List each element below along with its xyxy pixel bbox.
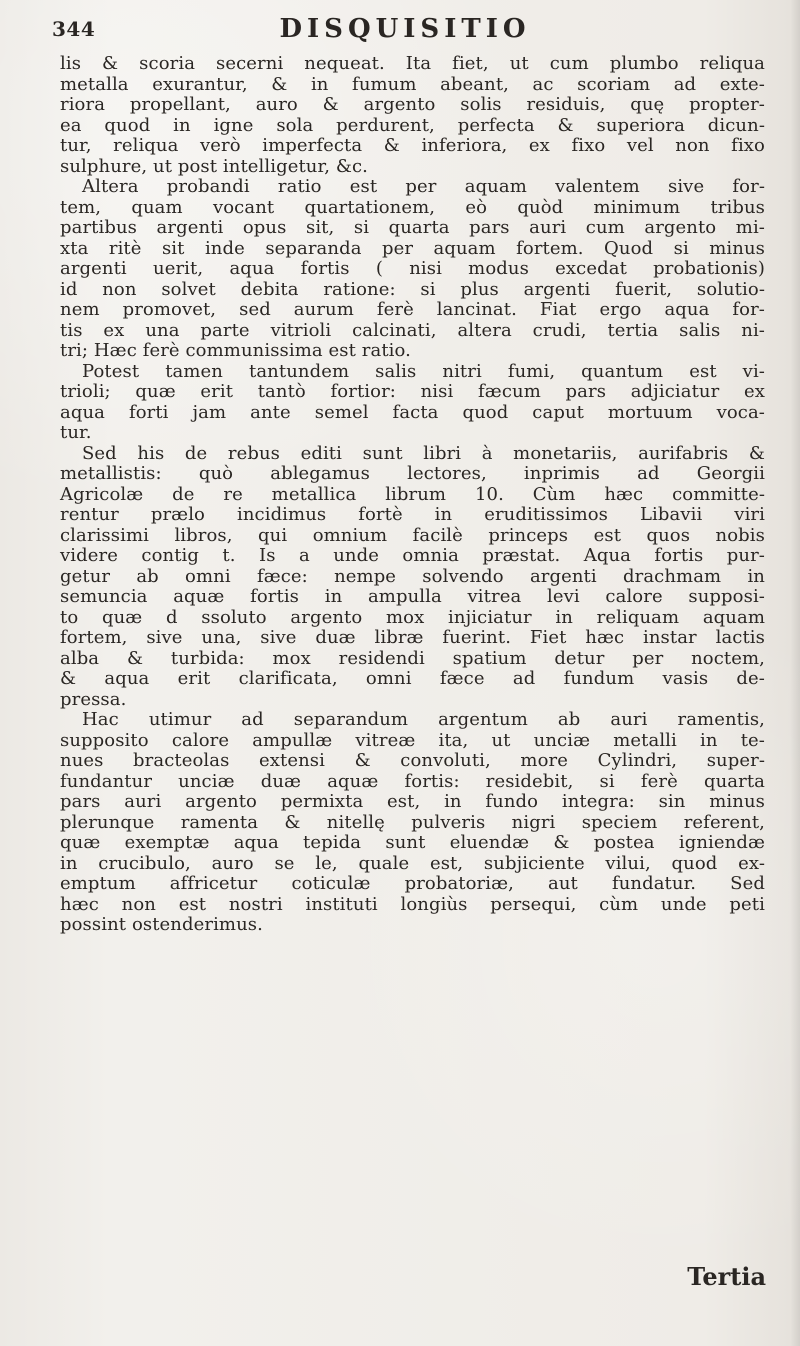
text-line: possint ostenderimus. [60, 914, 263, 935]
text-line: riora propellant, auro & argento solis residuis, quę propter- [60, 94, 765, 115]
text-line: getur ab omni fæce: nempe solvendo argenti drachmam in [60, 565, 765, 587]
text-line: semuncia aquæ fortis in ampulla vitrea levi calore supposi- [60, 586, 765, 607]
running-title: DISQUISITIO [279, 14, 531, 44]
text-line: quæ exemptæ aqua tepida sunt eluendæ & postea igniendæ [60, 832, 765, 853]
text-line: Hac utimur ad separandum argentum ab auri ramentis, [82, 709, 765, 730]
catchword: Tertia [687, 1262, 766, 1291]
running-head [52, 14, 758, 48]
text-line: fortem, sive una, sive duæ libræ fuerint. Fiet hæc instar lactis [60, 627, 765, 648]
text-line: argenti uerit, aqua fortis ( nisi modus excedat probationis) [60, 258, 765, 279]
text-line: Sed his de rebus editi sunt libri à monetariis, aurifabris & [82, 442, 765, 464]
text-line: trioli; quæ erit tantò fortior: nisi fæcum pars adjiciatur ex [60, 381, 765, 402]
page-number: 344 [52, 17, 96, 41]
text-line: & aqua erit clarificata, omni fæce ad fundum vasis de- [60, 668, 765, 689]
text-line: tur. [60, 422, 92, 443]
text-line: id non solvet debita ratione: si plus argenti fuerit, solutio- [60, 278, 765, 300]
text-line: tis ex una parte vitrioli calcinati, altera crudi, tertia salis ni- [60, 319, 765, 341]
text-line: ea quod in igne sola perdurent, perfecta & superiora dicun- [60, 114, 765, 136]
text-line: sulphure, ut post intelligetur, &c. [60, 155, 368, 177]
text-line: lis & scoria secerni nequeat. Ita fiet, ut cum plumbo reliqua [60, 53, 765, 74]
text-line: tur, reliqua verò imperfecta & inferiora, ex fixo vel non fixo [60, 135, 765, 156]
text-line: to quæ d ssoluto argento mox injiciatur in reliquam aquam [60, 606, 765, 628]
text-line: clarissimi libros, qui omnium facilè princeps est quos nobis [60, 524, 765, 546]
text-line: pars auri argento permixta est, in fundo integra: sin minus [60, 791, 765, 812]
text-line: metalla exurantur, & in fumum abeant, ac scoriam ad exte- [60, 73, 765, 95]
text-line: emptum affricetur coticulæ probatoriæ, aut fundatur. Sed [60, 873, 765, 894]
text-block [60, 54, 765, 936]
text-line: in crucibulo, auro se le, quale est, subjiciente vilui, quod ex- [60, 852, 765, 874]
text-line: aqua forti jam ante semel facta quod caput mortuum voca- [60, 401, 765, 423]
text-line: xta ritè sit inde separanda per aquam fortem. Quod si minus [60, 237, 765, 259]
text-line: fundantur unciæ duæ aquæ fortis: residebit, si ferè quarta [60, 770, 765, 792]
text-line: pressa. [60, 688, 127, 710]
text-line: partibus argenti opus sit, si quarta pars auri cum argento mi- [60, 217, 765, 238]
text-line: Altera probandi ratio est per aquam valentem sive for- [82, 176, 765, 197]
text-line: plerunque ramenta & nitellę pulveris nigri speciem referent, [60, 811, 765, 833]
text-line: nem promovet, sed aurum ferè lancinat. Fiat ergo aqua for- [60, 299, 765, 320]
text-line: alba & turbida: mox residendi spatium detur per noctem, [60, 647, 765, 669]
text-line: metallistis: quò ablegamus lectores, inprimis ad Georgii [60, 463, 765, 484]
text-line: nues bracteolas extensi & convoluti, more Cylindri, super- [60, 750, 765, 771]
text-line: Potest tamen tantundem salis nitri fumi, quantum est vi- [82, 360, 765, 382]
text-line: tem, quam vocant quartationem, eò quòd minimum tribus [60, 196, 765, 218]
text-line: Agricolæ de re metallica librum 10. Cùm hæc committe- [60, 483, 765, 505]
text-line: videre contig t. Is a unde omnia præstat. Aqua fortis pur- [60, 545, 765, 566]
text-line: tri; Hæc ferè communissima est ratio. [60, 340, 411, 361]
text-line: hæc non est nostri instituti longiùs persequi, cùm unde peti [60, 893, 765, 915]
text-line: supposito calore ampullæ vitreæ ita, ut unciæ metalli in te- [60, 729, 765, 751]
text-line: rentur prælo incidimus fortè in eruditissimos Libavii viri [60, 504, 765, 525]
